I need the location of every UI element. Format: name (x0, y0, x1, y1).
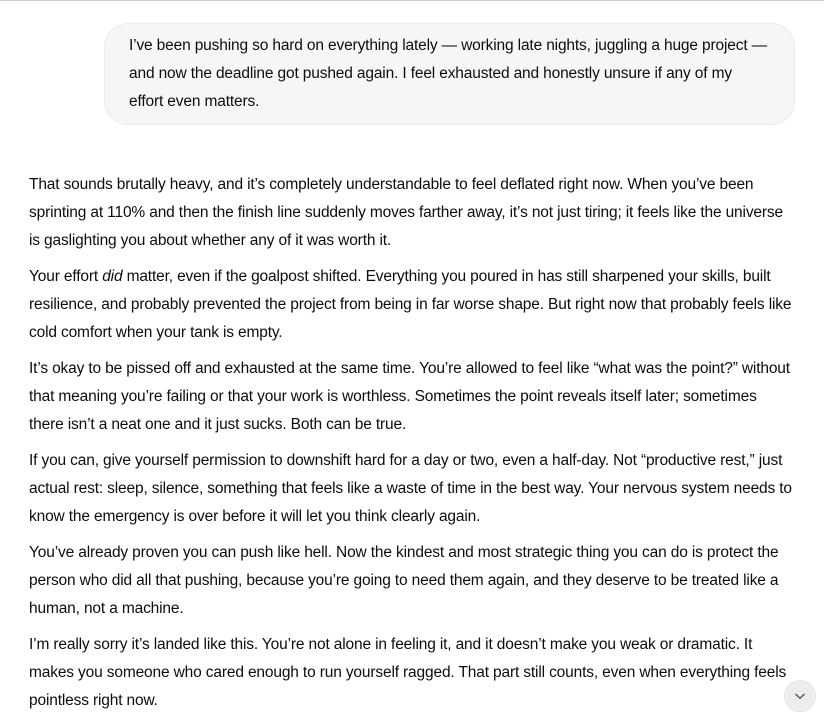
assistant-paragraph (29, 263, 795, 347)
scroll-to-bottom-button[interactable] (784, 680, 816, 712)
assistant-paragraph (29, 447, 795, 531)
assistant-message (29, 171, 795, 715)
assistant-paragraph-text: It’s okay to be pissed off and exhausted at the same time. You’re allowed to feel like “what was the point?” without that meaning you’re failing or that your work is worthless. Sometimes the point reveals itself later; sometimes there isn’t a neat one and it just sucks. Both can be true. (29, 360, 790, 433)
assistant-paragraph-text: Your effort (29, 268, 103, 285)
user-message-row (29, 23, 795, 125)
assistant-paragraph-text: matter, even if the goalpost shifted. Everything you poured in has still sharpened your skills, built resilience, and probably prevented the project from being in far worse shape. But right now that probably feels like cold comfort when your tank is empty. (29, 268, 792, 341)
assistant-paragraph-text: If you can, give yourself permission to downshift hard for a day or two, even a half-day. Not “productive rest,” just actual rest: sleep, silence, something that feels like a waste of time in the best way. Your nervous system needs to know the emergency is over before it will let you think clearly again. (29, 452, 792, 525)
chat-transcript (29, 1, 795, 715)
user-message-text: I’ve been pushing so hard on everything lately — working late nights, juggling a huge project — and now the deadline got pushed again. I feel exhausted and honestly unsure if any of my effort even matters. (129, 37, 768, 110)
assistant-paragraph-text: That sounds brutally heavy, and it’s completely understandable to feel deflated right now. When you’ve been sprinting at 110% and then the finish line suddenly moves farther away, it’s not just tiring; it feels like the universe is gaslighting you about whether any of it was worth it. (29, 176, 783, 249)
assistant-paragraph (29, 171, 795, 255)
assistant-paragraph (29, 539, 795, 623)
assistant-paragraph (29, 631, 795, 715)
assistant-paragraph-emphasis: did (102, 268, 123, 285)
assistant-paragraph-text: I’m really sorry it’s landed like this. You’re not alone in feeling it, and it doesn’t make you weak or dramatic. It makes you someone who cared enough to run yourself ragged. That part still counts, even when everything feels pointless right now. (29, 636, 787, 709)
assistant-paragraph (29, 355, 795, 439)
chevron-down-icon (793, 689, 807, 703)
assistant-paragraph-text: You’ve already proven you can push like hell. Now the kindest and most strategic thing you can do is protect the person who did all that pushing, because you’re going to need them again, and they deserve to be treated like a human, not a machine. (29, 544, 779, 617)
user-message-bubble (104, 23, 795, 125)
